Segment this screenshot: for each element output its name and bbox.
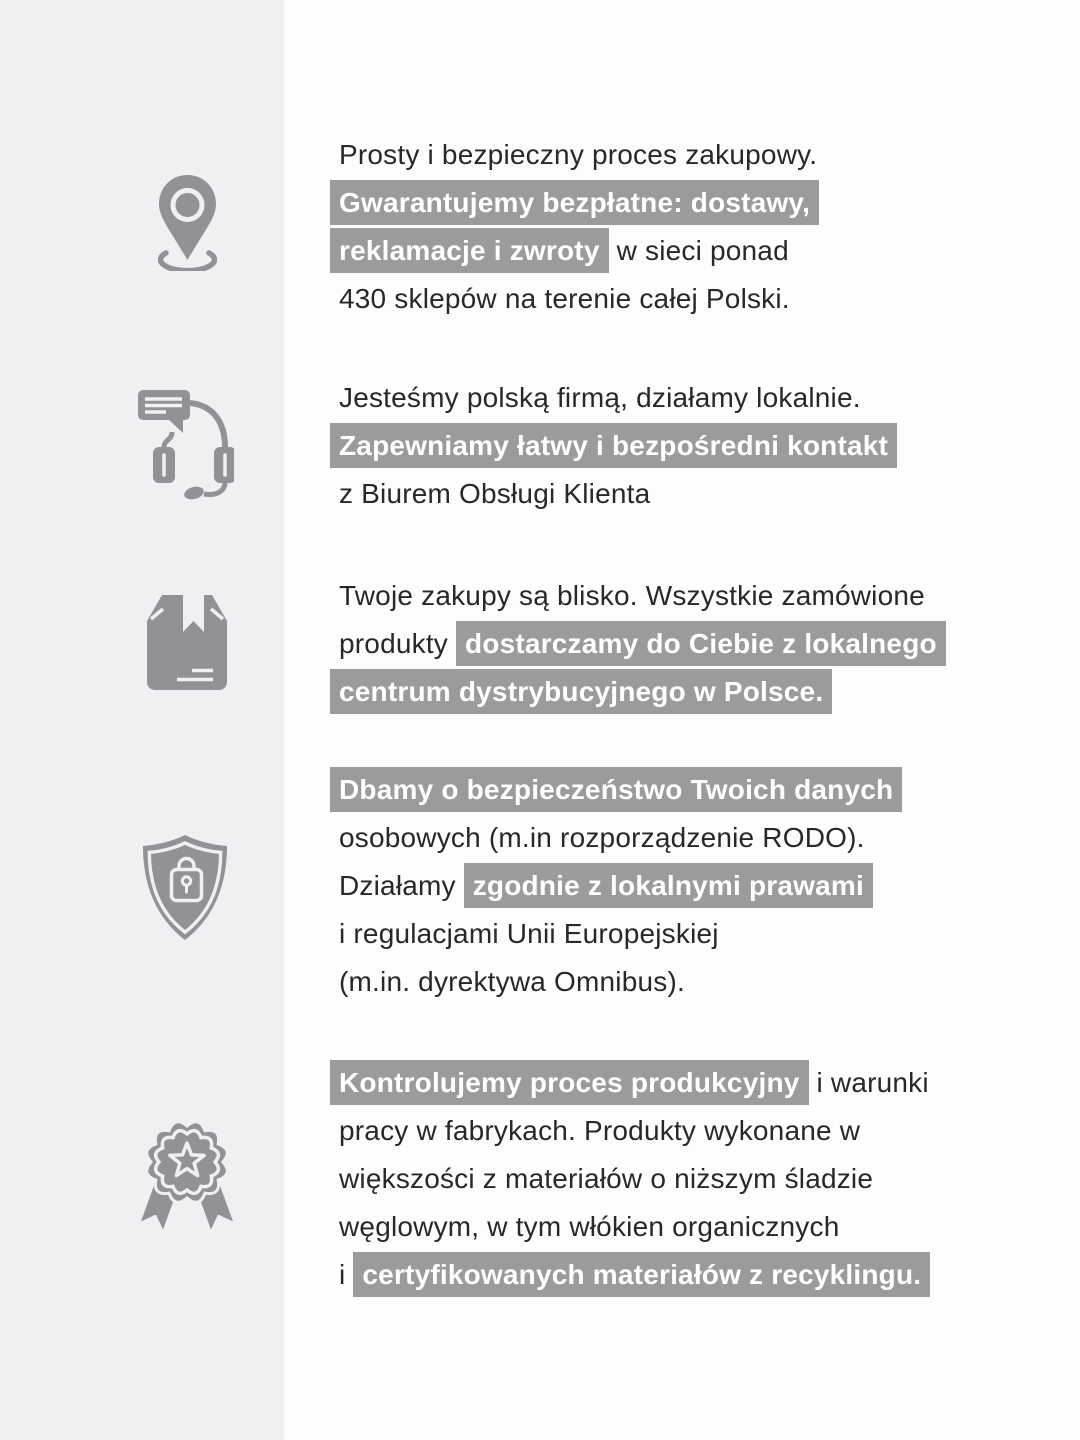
- headset-chat-icon: [138, 390, 234, 502]
- text-line: [330, 422, 897, 470]
- text: 430 sklepów na terenie całej Polski.: [339, 283, 790, 314]
- text-line: [330, 470, 897, 518]
- location-pin-icon: [158, 175, 217, 271]
- highlighted-text: reklamacje i zwroty: [330, 228, 609, 273]
- text: Twoje zakupy są blisko. Wszystkie zamówione: [339, 580, 925, 611]
- shield-lock-icon: [138, 834, 232, 941]
- text-line: [330, 572, 946, 620]
- text-line: [330, 766, 902, 814]
- highlighted-text: zgodnie z lokalnymi prawami: [464, 863, 873, 908]
- text-line: [330, 275, 819, 323]
- info-section-production-control: [330, 1059, 930, 1299]
- text-line: [330, 131, 819, 179]
- text-line: [330, 374, 897, 422]
- text: i: [339, 1259, 354, 1290]
- text: i warunki: [808, 1067, 929, 1098]
- text-line: [330, 227, 819, 275]
- highlighted-text: centrum dystrybucyjnego w Polsce.: [330, 669, 832, 714]
- text-line: [330, 179, 819, 227]
- text: Działamy: [339, 870, 464, 901]
- highlighted-text: Gwarantujemy bezpłatne: dostawy,: [330, 180, 819, 225]
- text-line: [330, 1251, 930, 1299]
- text-line: [330, 1107, 930, 1155]
- text: produkty: [339, 628, 456, 659]
- text: z Biurem Obsługi Klienta: [339, 478, 651, 509]
- text: Jesteśmy polską firmą, działamy lokalnie.: [339, 382, 861, 413]
- text: większości z materiałów o niższym śladzie: [339, 1163, 874, 1194]
- text: Prosty i bezpieczny proces zakupowy.: [339, 139, 818, 170]
- info-section-local-distribution: [330, 572, 946, 716]
- text-line: [330, 814, 902, 862]
- info-section-data-security: [330, 766, 902, 1006]
- highlighted-text: certyfikowanych materiałów z recyklingu.: [353, 1252, 930, 1297]
- highlighted-text: Zapewniamy łatwy i bezpośredni kontakt: [330, 423, 897, 468]
- text: osobowych (m.in rozporządzenie RODO).: [339, 822, 865, 853]
- package-icon: [147, 594, 227, 691]
- text-line: [330, 668, 946, 716]
- text-line: [330, 1203, 930, 1251]
- highlighted-text: dostarczamy do Ciebie z lokalnego: [456, 621, 946, 666]
- text-line: [330, 620, 946, 668]
- text: węglowym, w tym włókien organicznych: [339, 1211, 840, 1242]
- award-badge-icon: [136, 1121, 240, 1235]
- text-line: [330, 1059, 930, 1107]
- highlighted-text: Kontrolujemy proces produkcyjny: [330, 1060, 809, 1105]
- text: (m.in. dyrektywa Omnibus).: [339, 966, 685, 997]
- text: i regulacjami Unii Europejskiej: [339, 918, 719, 949]
- text-line: [330, 1155, 930, 1203]
- info-section-local-company-contact: [330, 374, 897, 518]
- info-section-free-delivery-returns: [330, 131, 819, 323]
- text: pracy w fabrykach. Produkty wykonane w: [339, 1115, 861, 1146]
- text: w sieci ponad: [608, 235, 789, 266]
- text-line: [330, 862, 902, 910]
- text-line: [330, 910, 902, 958]
- highlighted-text: Dbamy o bezpieczeństwo Twoich danych: [330, 767, 902, 812]
- text-line: [330, 958, 902, 1006]
